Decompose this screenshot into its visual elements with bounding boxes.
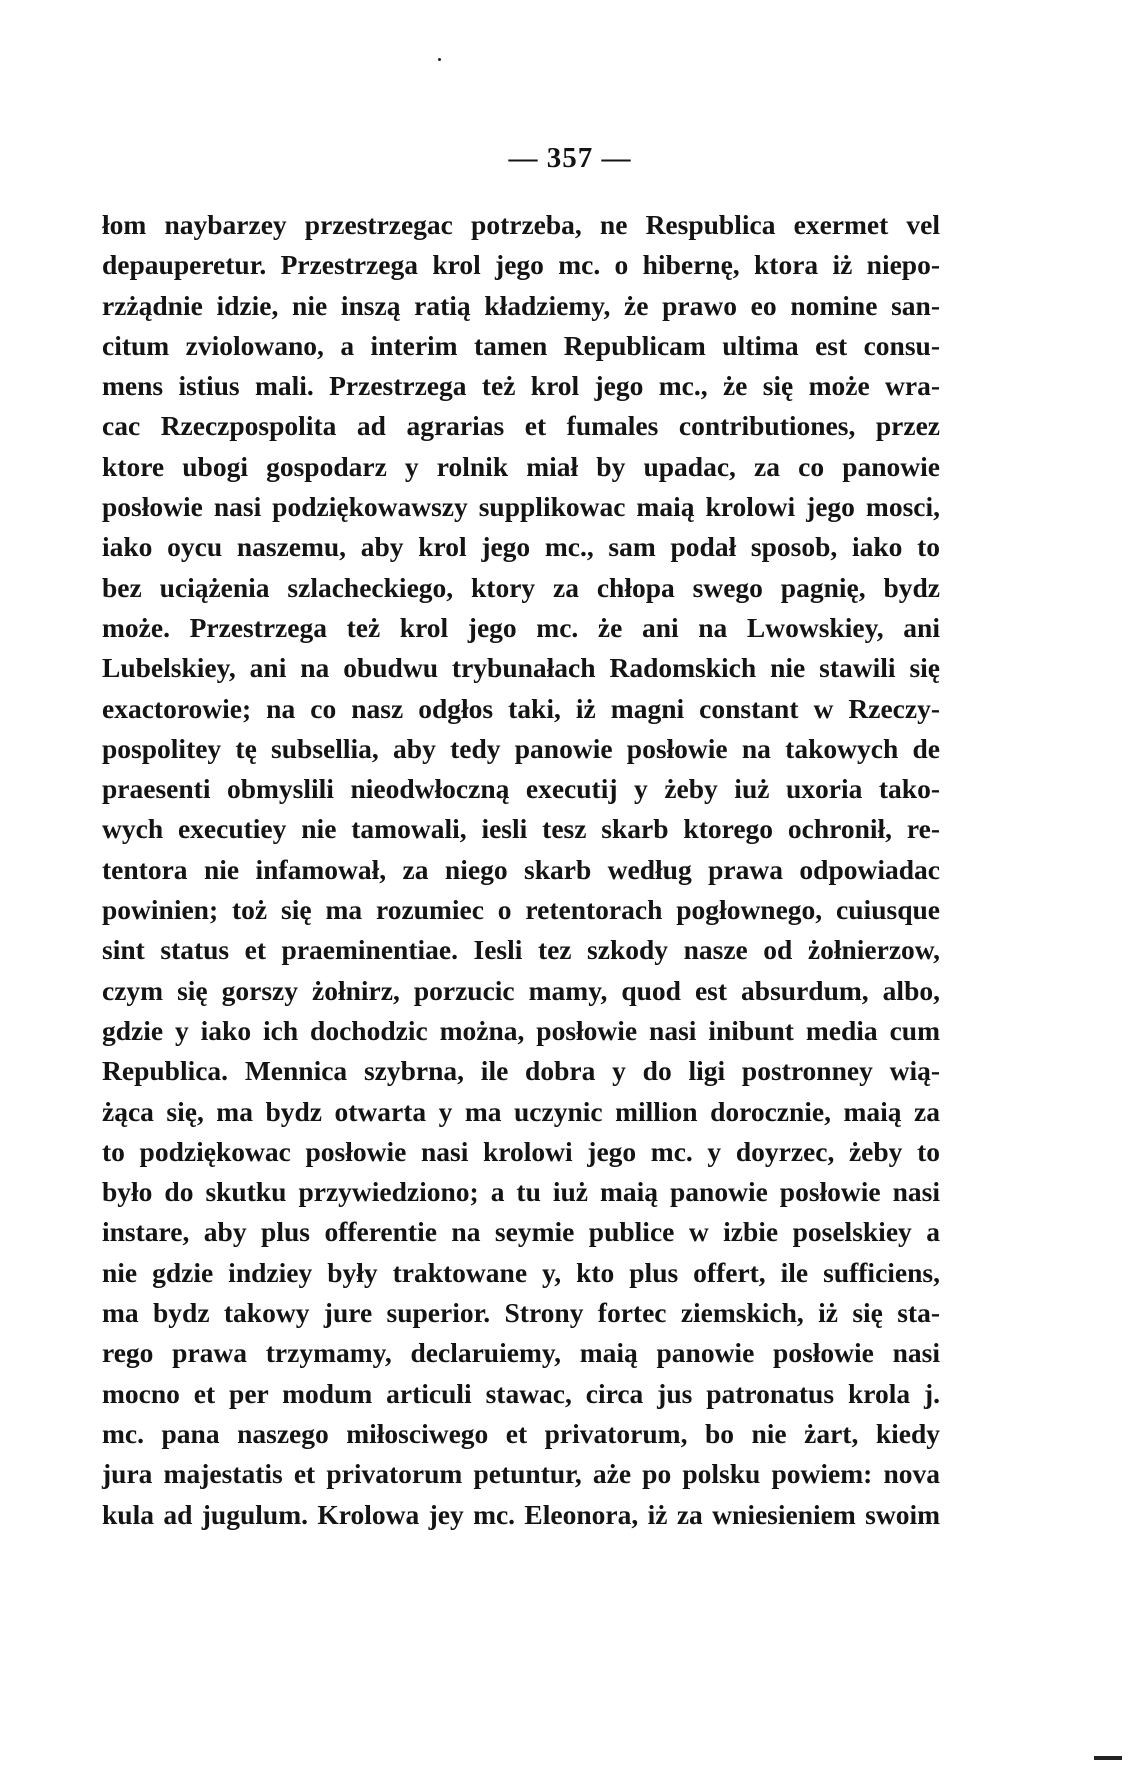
text-line: nie gdzie indziey były traktowane y, kto plus offert, ile sufficiens, <box>102 1256 940 1288</box>
scan-speck <box>438 58 441 61</box>
text-line: Republica. Mennica szybrna, ile dobra y do ligi postronney wią- <box>102 1055 940 1087</box>
scan-corner-mark <box>1094 1756 1122 1760</box>
page-number: — 357 — <box>508 142 632 174</box>
text-line: sint status et praeminentiae. Iesli tez szkody nasze od żołnierzow, <box>102 934 940 966</box>
text-line: exactorowie; na co nasz odgłos taki, iż magni constant w Rzeczy- <box>102 692 940 724</box>
text-line: Lubelskiey, ani na obudwu trybunałach Radomskich nie stawili się <box>102 652 940 684</box>
text-line: może. Przestrzega też krol jego mc. że ani na Lwowskiey, ani <box>102 611 940 643</box>
text-line: żąca się, ma bydz otwarta y ma uczynic million dorocznie, maią za <box>102 1095 940 1127</box>
text-line: łom naybarzey przestrzegac potrzeba, ne Respublica exermet vel <box>102 209 940 240</box>
text-line: kula ad jugulum. Krolowa jey mc. Eleonora, iż za wniesieniem swoim <box>102 1498 940 1530</box>
body-text <box>102 205 940 1535</box>
text-line: depauperetur. Przestrzega krol jego mc. o hibernę, ktora iż niepo- <box>102 249 940 281</box>
text-line: posłowie nasi podziękowawszy supplikowac maią krolowi jego mosci, <box>102 491 940 523</box>
text-line: ktore ubogi gospodarz y rolnik miał by upadac, za co panowie <box>102 450 940 482</box>
text-line: rego prawa trzymamy, declaruiemy, maią panowie posłowie nasi <box>102 1337 940 1369</box>
text-line: wych executiey nie tamowali, iesli tesz skarb ktorego ochronił, re- <box>102 813 940 845</box>
text-line: było do skutku przywiedziono; a tu iuż maią panowie posłowie nasi <box>102 1176 940 1208</box>
text-line: gdzie y iako ich dochodzic można, posłowie nasi inibunt media cum <box>102 1014 940 1046</box>
text-line: instare, aby plus offerentie na seymie publice w izbie poselskiey a <box>102 1216 940 1248</box>
text-line: mocno et per modum articuli stawac, circa jus patronatus krola j. <box>102 1377 940 1409</box>
text-line: rzżądnie idzie, nie inszą ratią kładziemy, że prawo eo nomine san- <box>102 289 940 321</box>
text-line: ma bydz takowy jure superior. Strony fortec ziemskich, iż się sta- <box>102 1297 940 1329</box>
text-line: powinien; toż się ma rozumiec o retentorach pogłownego, cuiusque <box>102 894 940 926</box>
text-line: mc. pana naszego miłosciwego et privatorum, bo nie żart, kiedy <box>102 1417 940 1449</box>
text-line: iako oycu naszemu, aby krol jego mc., sam podał sposob, iako to <box>102 531 940 563</box>
text-line: czym się gorszy żołnirz, porzucic mamy, quod est absurdum, albo, <box>102 974 940 1006</box>
text-line: cac Rzeczpospolita ad agrarias et fumales contributiones, przez <box>102 410 940 442</box>
text-line: praesenti obmyslili nieodwłoczną executij y żeby iuż uxoria tako- <box>102 773 940 805</box>
text-line: citum zviolowano, a interim tamen Republicam ultima est consu- <box>102 329 940 361</box>
text-line: jura majestatis et privatorum petuntur, aże po polsku powiem: nova <box>102 1458 940 1490</box>
text-line: tentora nie infamował, za niego skarb według prawa odpowiadac <box>102 853 940 885</box>
text-line: mens istius mali. Przestrzega też krol jego mc., że się może wra- <box>102 370 940 402</box>
text-line: bez uciążenia szlacheckiego, ktory za chłopa swego pagnię, bydz <box>102 571 940 603</box>
text-line: pospolitey tę subsellia, aby tedy panowie posłowie na takowych de <box>102 732 940 764</box>
text-line: to podziękowac posłowie nasi krolowi jego mc. y doyrzec, żeby to <box>102 1135 940 1167</box>
